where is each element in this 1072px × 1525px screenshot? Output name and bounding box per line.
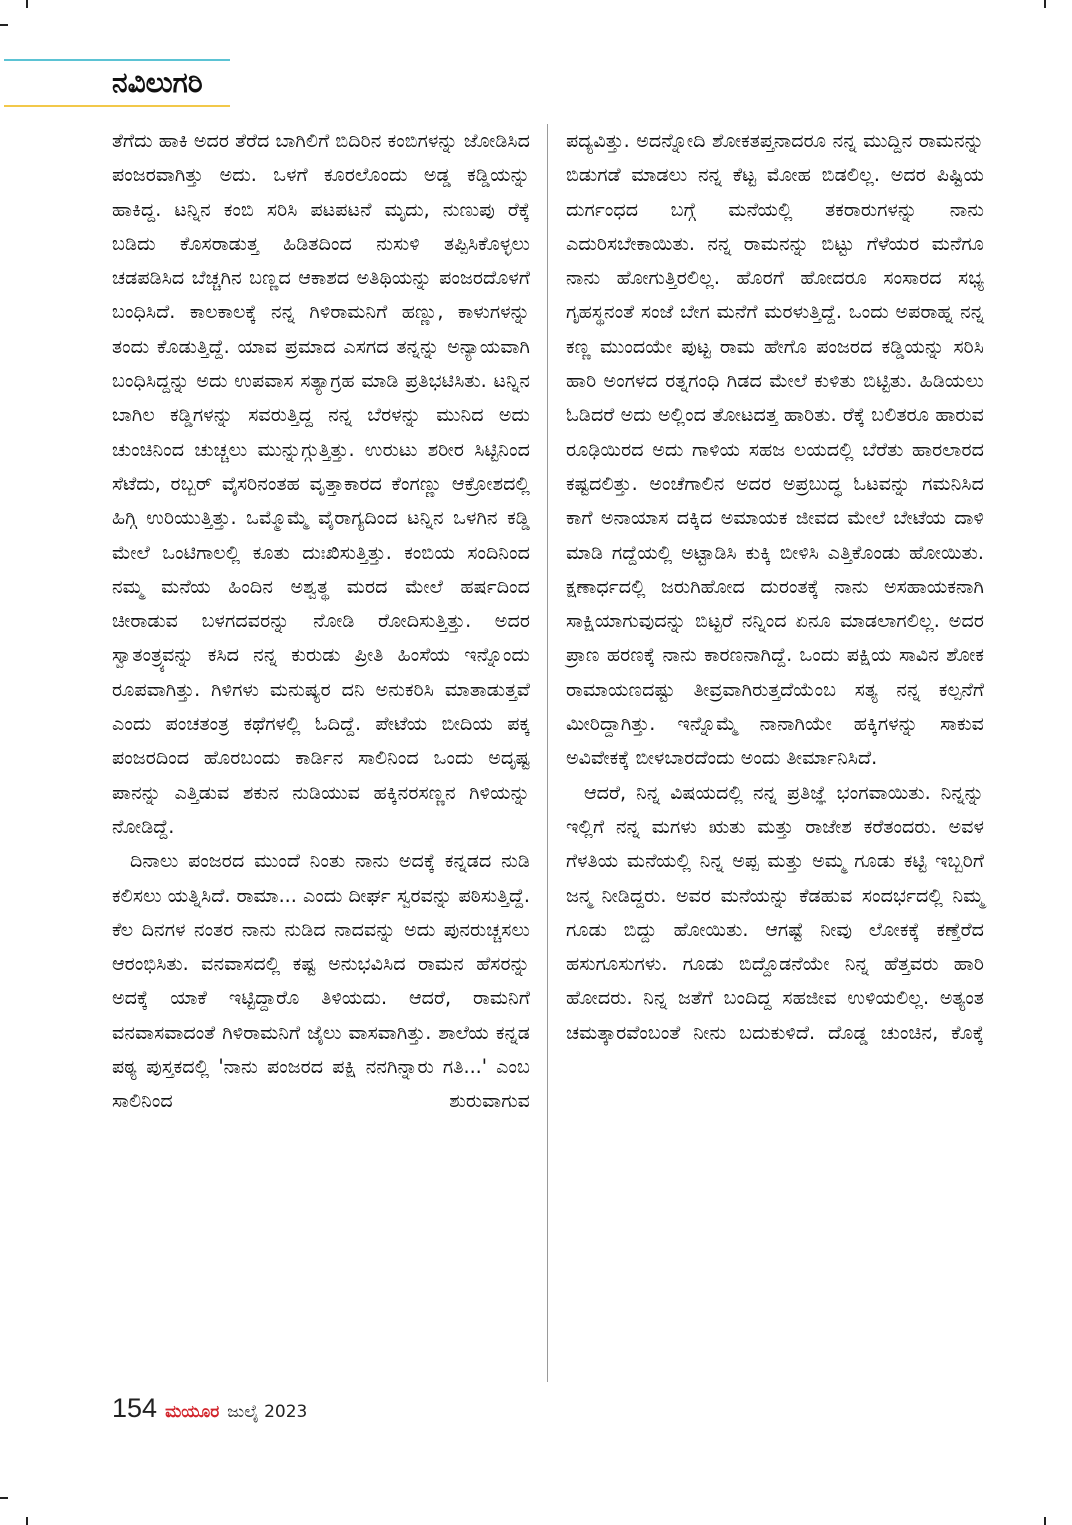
- article-column-left: [112, 124, 530, 1119]
- article-paragraph: ತೆಗೆದು ಹಾಕಿ ಅದರ ತೆರೆದ ಬಾಗಿಲಿಗೆ ಬಿದಿರಿನ ಕಂಬಿಗಳನ್ನು ಜೋಡಿಸಿದ ಪಂಜರವಾಗಿತ್ತು ಅದು. ಒಳಗೆ ಕೂರಲೊಂದು ಅಡ್ಡ ಕಡ್ಡಿಯನ್ನು ಹಾಕಿದ್ದ. ಟನ್ನಿನ ಕಂಬಿ ಸರಿಸಿ ಪಟಪಟನೆ ಮೃದು, ನುಣುಪು ರೆಕ್ಕೆ ಬಡಿದು ಕೊಸರಾಡುತ್ತ ಹಿಡಿತದಿಂದ ನುಸುಳಿ ತಪ್ಪಿಸಿಕೊಳ್ಳಲು ಚಡಪಡಿಸಿದ ಬೆಚ್ಚಗಿನ ಬಣ್ಣದ ಆಕಾಶದ ಅತಿಥಿಯನ್ನು ಪಂಜರದೊಳಗೆ ಬಂಧಿಸಿದೆ. ಕಾಲಕಾಲಕ್ಕೆ ನನ್ನ ಗಿಳಿರಾಮನಿಗೆ ಹಣ್ಣು, ಕಾಳುಗಳನ್ನು ತಂದು ಕೊಡುತ್ತಿದ್ದೆ. ಯಾವ ಪ್ರಮಾದ ಎಸಗದ ತನ್ನನ್ನು ಅನ್ಯಾಯವಾಗಿ ಬಂಧಿಸಿದ್ದನ್ನು ಅದು ಉಪವಾಸ ಸತ್ಯಾಗ್ರಹ ಮಾಡಿ ಪ್ರತಿಭಟಿಸಿತು. ಟನ್ನಿನ ಬಾಗಿಲ ಕಡ್ಡಿಗಳನ್ನು ಸವರುತ್ತಿದ್ದ ನನ್ನ ಬೆರಳನ್ನು ಮುನಿದ ಅದು ಚುಂಚಿನಿಂದ ಚುಚ್ಚಲು ಮುನ್ನುಗ್ಗುತ್ತಿತ್ತು. ಉರುಟು ಶರೀರ ಸಿಟ್ಟಿನಿಂದ ಸೆಟೆದು, ರಬ್ಬರ್ ವೈಸರಿನಂತಹ ವೃತ್ತಾಕಾರದ ಕೆಂಗಣ್ಣು ಆಕ್ರೋಶದಲ್ಲಿ ಹಿಗ್ಗಿ ಉರಿಯುತ್ತಿತ್ತು. ಒಮ್ಮೊಮ್ಮೆ ವೈರಾಗ್ಯದಿಂದ ಟನ್ನಿನ ಒಳಗಿನ ಕಡ್ಡಿ ಮೇಲೆ ಒಂಟಿಗಾಲಲ್ಲಿ ಕೂತು ದುಃಖಿಸುತ್ತಿತ್ತು. ಕಂಬಿಯ ಸಂದಿನಿಂದ ನಮ್ಮ ಮನೆಯ ಹಿಂದಿನ ಅಶ್ವತ್ಥ ಮರದ ಮೇಲೆ ಹರ್ಷದಿಂದ ಚೀರಾಡುವ ಬಳಗದವರನ್ನು ನೋಡಿ ರೋದಿಸುತ್ತಿತ್ತು. ಅದರ ಸ್ವಾತಂತ್ರ್ಯವನ್ನು ಕಸಿದ ನನ್ನ ಕುರುಡು ಪ್ರೀತಿ ಹಿಂಸೆಯ ಇನ್ನೊಂದು ರೂಪವಾಗಿತ್ತು. ಗಿಳಿಗಳು ಮನುಷ್ಯರ ದನಿ ಅನುಕರಿಸಿ ಮಾತಾಡುತ್ತವೆ ಎಂದು ಪಂಚತಂತ್ರ ಕಥೆಗಳಲ್ಲಿ ಓದಿದ್ದೆ. ಪೇಟೆಯ ಬೀದಿಯ ಪಕ್ಕ ಪಂಜರದಿಂದ ಹೊರಬಂದು ಕಾರ್ಡಿನ ಸಾಲಿನಿಂದ ಒಂದು ಅದೃಷ್ಟ ಪಾನನ್ನು ಎತ್ತಿಡುವ ಶಕುನ ನುಡಿಯುವ ಹಕ್ಕಿನರಸಣ್ಣನ ಗಿಳಿಯನ್ನು ನೋಡಿದ್ದೆ.: [112, 129, 530, 838]
- crop-mark: [0, 1497, 8, 1499]
- article-paragraph: ದಿನಾಲು ಪಂಜರದ ಮುಂದೆ ನಿಂತು ನಾನು ಅದಕ್ಕೆ ಕನ್ನಡದ ನುಡಿ ಕಲಿಸಲು ಯತ್ನಿಸಿದೆ. ರಾಮಾ... ಎಂದು ದೀರ್ಘ ಸ್ವರವನ್ನು ಪಠಿಸುತ್ತಿದ್ದೆ. ಕೆಲ ದಿನಗಳ ನಂತರ ನಾನು ನುಡಿದ ನಾದವನ್ನು ಅದು ಪುನರುಚ್ಚಸಲು ಆರಂಭಿಸಿತು. ವನವಾಸದಲ್ಲಿ ಕಷ್ಟ ಅನುಭವಿಸಿದ ರಾಮನ ಹೆಸರನ್ನು ಅದಕ್ಕೆ ಯಾಕೆ ಇಟ್ಟಿದ್ದಾರೊ ತಿಳಿಯದು. ಆದರೆ, ರಾಮನಿಗೆ ವನವಾಸವಾದಂತೆ ಗಿಳಿರಾಮನಿಗೆ ಜೈಲು ವಾಸವಾಗಿತ್ತು. ಶಾಲೆಯ ಕನ್ನಡ ಪಠ್ಯ ಪುಸ್ತಕದಲ್ಲಿ 'ನಾನು ಪಂಜರದ ಪಕ್ಷಿ ನನಗಿನ್ನಾರು ಗತಿ...' ಎಂಬ ಸಾಲಿನಿಂದ ಶುರುವಾಗುವ: [112, 849, 530, 1113]
- magazine-logo: ಮಯೂರ: [165, 1402, 220, 1422]
- crop-mark: [26, 1517, 28, 1525]
- article-column-right: [566, 124, 984, 1050]
- article-paragraph: ಆದರೆ, ನಿನ್ನ ವಿಷಯದಲ್ಲಿ ನನ್ನ ಪ್ರತಿಜ್ಞೆ ಭಂಗವಾಯಿತು. ನಿನ್ನನ್ನು ಇಲ್ಲಿಗೆ ನನ್ನ ಮಗಳು ಋತು ಮತ್ತು ರಾಜೇಶ ಕರೆತಂದರು. ಅವಳ ಗೆಳತಿಯ ಮನೆಯಲ್ಲಿ ನಿನ್ನ ಅಪ್ಪ ಮತ್ತು ಅಮ್ಮ ಗೂಡು ಕಟ್ಟಿ ಇಬ್ಬರಿಗೆ ಜನ್ಮ ನೀಡಿದ್ದರು. ಅವರ ಮನೆಯನ್ನು ಕೆಡಹುವ ಸಂದರ್ಭದಲ್ಲಿ ನಿಮ್ಮ ಗೂಡು ಬಿದ್ದು ಹೋಯಿತು. ಆಗಷ್ಟೆ ನೀವು ಲೋಕಕ್ಕೆ ಕಣ್ತೆರೆದ ಹಸುಗೂಸುಗಳು. ಗೂಡು ಬಿದ್ದೊಡನೆಯೇ ನಿನ್ನ ಹೆತ್ತವರು ಹಾರಿ ಹೋದರು. ನಿನ್ನ ಜತೆಗೆ ಬಂದಿದ್ದ ಸಹಜೀವ ಉಳಿಯಲಿಲ್ಲ. ಅತ್ಯಂತ ಚಮತ್ಕಾರವೆಂಬಂತೆ ನೀನು ಬದುಕುಳಿದೆ. ದೊಡ್ಡ ಚುಂಚಿನ, ಕೊಕ್ಕೆ: [566, 780, 984, 1044]
- page-footer: [112, 1393, 307, 1429]
- crop-mark: [26, 0, 28, 8]
- crop-mark: [0, 24, 8, 26]
- issue-date: ಜುಲೈ 2023: [227, 1402, 308, 1422]
- crop-mark: [1044, 0, 1046, 8]
- header-rule-top: [4, 59, 230, 61]
- column-divider: [547, 124, 548, 1382]
- section-title: ನವಿಲುಗರಿ: [112, 66, 203, 99]
- article-paragraph: ಪದ್ಯವಿತ್ತು. ಅದನ್ನೋದಿ ಶೋಕತಪ್ತನಾದರೂ ನನ್ನ ಮುದ್ದಿನ ರಾಮನನ್ನು ಬಿಡುಗಡೆ ಮಾಡಲು ನನ್ನ ಕೆಟ್ಟ ಮೋಹ ಬಿಡಲಿಲ್ಲ. ಅದರ ಪಿಷ್ಟಿಯ ದುರ್ಗಂಧದ ಬಗ್ಗೆ ಮನೆಯಲ್ಲಿ ತಕರಾರುಗಳನ್ನು ನಾನು ಎದುರಿಸಬೇಕಾಯಿತು. ನನ್ನ ರಾಮನನ್ನು ಬಿಟ್ಟು ಗೆಳೆಯರ ಮನೆಗೂ ನಾನು ಹೋಗುತ್ತಿರಲಿಲ್ಲ. ಹೊರಗೆ ಹೋದರೂ ಸಂಸಾರದ ಸಭ್ಯ ಗೃಹಸ್ಥನಂತೆ ಸಂಜೆ ಬೇಗ ಮನೆಗೆ ಮರಳುತ್ತಿದ್ದೆ. ಒಂದು ಅಪರಾಹ್ನ ನನ್ನ ಕಣ್ಣ ಮುಂದಯೇ ಪುಟ್ಟ ರಾಮ ಹೇಗೊ ಪಂಜರದ ಕಡ್ಡಿಯನ್ನು ಸರಿಸಿ ಹಾರಿ ಅಂಗಳದ ರತ್ನಗಂಧಿ ಗಿಡದ ಮೇಲೆ ಕುಳಿತು ಬಿಟ್ಟಿತು. ಹಿಡಿಯಲು ಓಡಿದರೆ ಅದು ಅಲ್ಲಿಂದ ತೋಟದತ್ತ ಹಾರಿತು. ರೆಕ್ಕೆ ಬಲಿತರೂ ಹಾರುವ ರೂಢಿಯಿರದ ಅದು ಗಾಳಿಯ ಸಹಜ ಲಯದಲ್ಲಿ ಬೆರೆತು ಹಾರಲಾರದ ಕಷ್ಟದಲಿತ್ತು. ಅಂಚೆಗಾಲಿನ ಅದರ ಅಪ್ರಬುದ್ಧ ಓಟವನ್ನು ಗಮನಿಸಿದ ಕಾಗೆ ಅನಾಯಾಸ ದಕ್ಕಿದ ಅಮಾಯಕ ಜೀವದ ಮೇಲೆ ಬೇಟೆಯ ದಾಳಿ ಮಾಡಿ ಗದ್ದೆಯಲ್ಲಿ ಅಟ್ಟಾಡಿಸಿ ಕುಕ್ಕಿ ಬೀಳಿಸಿ ಎತ್ತಿಕೊಂಡು ಹೋಯಿತು. ಕ್ಷಣಾರ್ಧದಲ್ಲಿ ಜರುಗಿಹೋದ ದುರಂತಕ್ಕೆ ನಾನು ಅಸಹಾಯಕನಾಗಿ ಸಾಕ್ಷಿಯಾಗುವುದನ್ನು ಬಿಟ್ಟರೆ ನನ್ನಿಂದ ಏನೂ ಮಾಡಲಾಗಲಿಲ್ಲ. ಅದರ ಪ್ರಾಣ ಹರಣಕ್ಕೆ ನಾನು ಕಾರಣನಾಗಿದ್ದೆ. ಒಂದು ಪಕ್ಷಿಯ ಸಾವಿನ ಶೋಕ ರಾಮಾಯಣದಷ್ಟು ತೀವ್ರವಾಗಿರುತ್ತದೆಯೆಂಬ ಸತ್ಯ ನನ್ನ ಕಲ್ಪನೆಗೆ ಮೀರಿದ್ದಾಗಿತ್ತು. ಇನ್ನೊಮ್ಮೆ ನಾನಾಗಿಯೇ ಹಕ್ಕಿಗಳನ್ನು ಸಾಕುವ ಅವಿವೇಕಕ್ಕೆ ಬೀಳಬಾರದೆಂದು ಅಂದು ತೀರ್ಮಾನಿಸಿದೆ.: [566, 129, 984, 770]
- page-number: 154: [112, 1393, 158, 1423]
- crop-mark: [1044, 1517, 1046, 1525]
- header-rule-bottom: [4, 105, 230, 107]
